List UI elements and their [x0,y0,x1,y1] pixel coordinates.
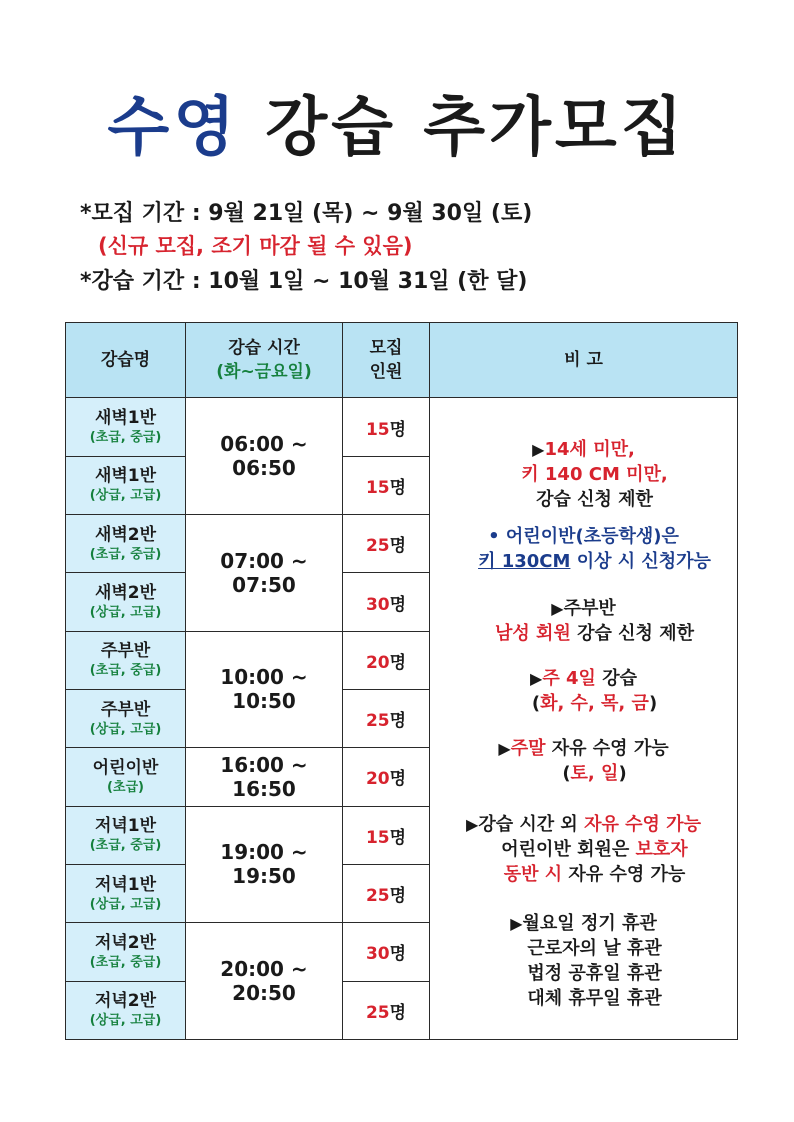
header-count [343,323,430,398]
class-name-cell [66,923,186,981]
class-level: (초급, 중급) [89,430,162,446]
class-name: 저녁1반 [94,816,157,837]
class-time: 07:00 ~ 07:50 [186,515,343,632]
note-text: 월요일 정기 휴관 [522,912,657,934]
note-kids-class [430,524,737,574]
count-unit: 명 [389,652,407,673]
class-count [343,748,430,806]
class-time: 06:00 ~ 06:50 [186,398,343,515]
arrow-icon: ▶ [466,814,479,834]
class-name-cell [66,573,186,631]
count-unit: 명 [389,944,407,965]
class-level: (초급, 중급) [89,838,162,854]
class-name: 새벽1반 [94,408,157,429]
note-text: 자유 수영 가능 [584,813,701,835]
class-name: 저녁1반 [94,874,157,895]
class-count [343,806,430,864]
class-name: 어린이반 [92,757,159,778]
schedule-table [65,322,738,1040]
note-text: 자유 수영 가능 [545,737,669,759]
note-text: 키 130CM [478,550,571,572]
arrow-icon: ▶ [498,738,511,758]
note-child-limit [430,437,737,512]
class-count [343,573,430,631]
note-text: ( [531,692,541,714]
note-text: 근로자의 날 휴관 [527,937,662,959]
header-count-1: 모집 [369,338,403,359]
arrow-icon: ▶ [551,598,564,618]
note-text: 주부반 [563,597,616,619]
header-count-2: 인원 [369,362,403,383]
count-number: 15 [365,419,390,440]
header-time-days: (화~금요일) [216,362,312,383]
count-unit: 명 [389,594,407,615]
note-text: 대체 휴무일 휴관 [527,987,662,1009]
note-days [430,666,737,716]
class-count [343,864,430,922]
class-count [343,923,430,981]
arrow-icon: ▶ [530,668,543,688]
class-time: 19:00 ~ 19:50 [186,806,343,923]
recruit-note: (신규 모집, 조기 마감 될 수 있음) [98,234,413,258]
count-number: 20 [365,652,390,673]
note-text: ) [618,762,627,784]
header-notes: 비 고 [430,323,738,398]
table-row [66,398,738,456]
count-number: 25 [365,711,390,732]
note-text: 강습 신청 제한 [536,488,653,510]
count-number: 30 [365,594,390,615]
note-text: 주 4일 [542,667,596,689]
class-name: 새벽2반 [94,583,157,603]
count-number: 25 [365,886,390,907]
count-number: 20 [365,769,390,790]
note-text: 키 140 CM 미만, [521,463,668,485]
table-header-row [66,323,738,398]
arrow-icon: ▶ [510,913,523,933]
class-count [343,689,430,747]
class-name: 저녁2반 [94,932,157,953]
class-count [343,515,430,573]
class-level: (상급, 고급) [89,488,162,504]
bullet-icon: • [488,525,500,547]
count-unit: 명 [389,827,407,848]
count-unit: 명 [389,419,407,440]
class-count [343,456,430,514]
count-number: 15 [365,827,390,848]
class-level: (상급, 고급) [89,721,162,737]
note-text: ) [648,692,658,714]
note-housewife-class [430,596,737,646]
count-unit: 명 [389,886,407,907]
note-weekend [430,736,737,786]
header-time [186,323,343,398]
class-time: 16:00 ~ 16:50 [186,748,343,806]
note-free-swim [430,812,737,887]
header-class-name: 강습명 [66,323,186,398]
class-time: 20:00 ~ 20:50 [186,923,343,1040]
note-text: 어린이반(초등학생)은 [505,525,679,547]
note-text: 이상 시 신청가능 [570,550,711,572]
class-level: (상급, 고급) [89,896,162,912]
count-unit: 명 [389,769,407,790]
note-text: 강습 시간 외 [478,813,585,835]
class-count [343,981,430,1039]
class-name: 새벽2반 [94,524,157,545]
note-text: 주말 [510,737,546,759]
count-unit: 명 [389,536,407,557]
note-closures [430,911,737,1011]
class-name-cell [66,806,186,864]
note-text: 보호자 [635,838,688,860]
page-title [0,78,794,178]
count-number: 15 [365,477,390,498]
class-name-cell [66,398,186,456]
class-name-cell [66,981,186,1039]
class-level: (상급, 고급) [89,605,162,620]
class-name-cell [66,631,186,689]
class-name: 저녁2반 [94,991,157,1012]
class-name-cell [66,456,186,514]
count-unit: 명 [389,1002,407,1023]
note-text: 자유 수영 가능 [562,863,686,885]
note-text: 어린이반 회원은 [501,838,636,860]
note-text: 동반 시 [503,863,563,885]
class-level: (초급, 중급) [89,954,162,970]
class-name-cell [66,515,186,573]
class-name-cell [66,689,186,747]
note-text: 법정 공휴일 휴관 [527,962,662,984]
note-text: 강습 신청 제한 [570,622,694,644]
notes-cell [430,398,738,1040]
note-text: ( [562,762,571,784]
class-name: 주부반 [100,641,151,662]
count-unit: 명 [389,711,407,732]
count-number: 25 [365,1002,390,1023]
title-highlight: 수영 [107,91,240,165]
class-name: 새벽1반 [94,466,157,487]
class-count [343,398,430,456]
class-level: (초급) [107,779,144,795]
arrow-icon: ▶ [532,439,545,459]
class-period: *강습 기간 : 10월 1일 ~ 10월 31일 (한 달) [80,269,528,294]
class-name-cell [66,864,186,922]
class-name: 주부반 [100,699,151,720]
class-count [343,631,430,689]
note-text: 14세 미만, [544,438,635,460]
recruit-period: *모집 기간 : 9월 21일 (목) ~ 9월 30일 (토) [80,201,533,226]
header-time-label: 강습 시간 [228,338,300,359]
count-number: 30 [365,944,390,965]
note-text: 토, 일 [570,762,619,784]
note-text: 화, 수, 목, 금 [540,692,649,714]
class-level: (상급, 고급) [89,1013,162,1029]
class-level: (초급, 중급) [89,663,162,679]
count-unit: 명 [389,477,407,498]
title-rest: 강습 추가모집 [265,91,687,165]
count-number: 25 [365,536,390,557]
class-level: (초급, 중급) [89,546,162,562]
class-name-cell [66,748,186,806]
note-text: 강습 [595,667,637,689]
note-text: 남성 회원 [495,622,571,644]
class-time: 10:00 ~ 10:50 [186,631,343,748]
